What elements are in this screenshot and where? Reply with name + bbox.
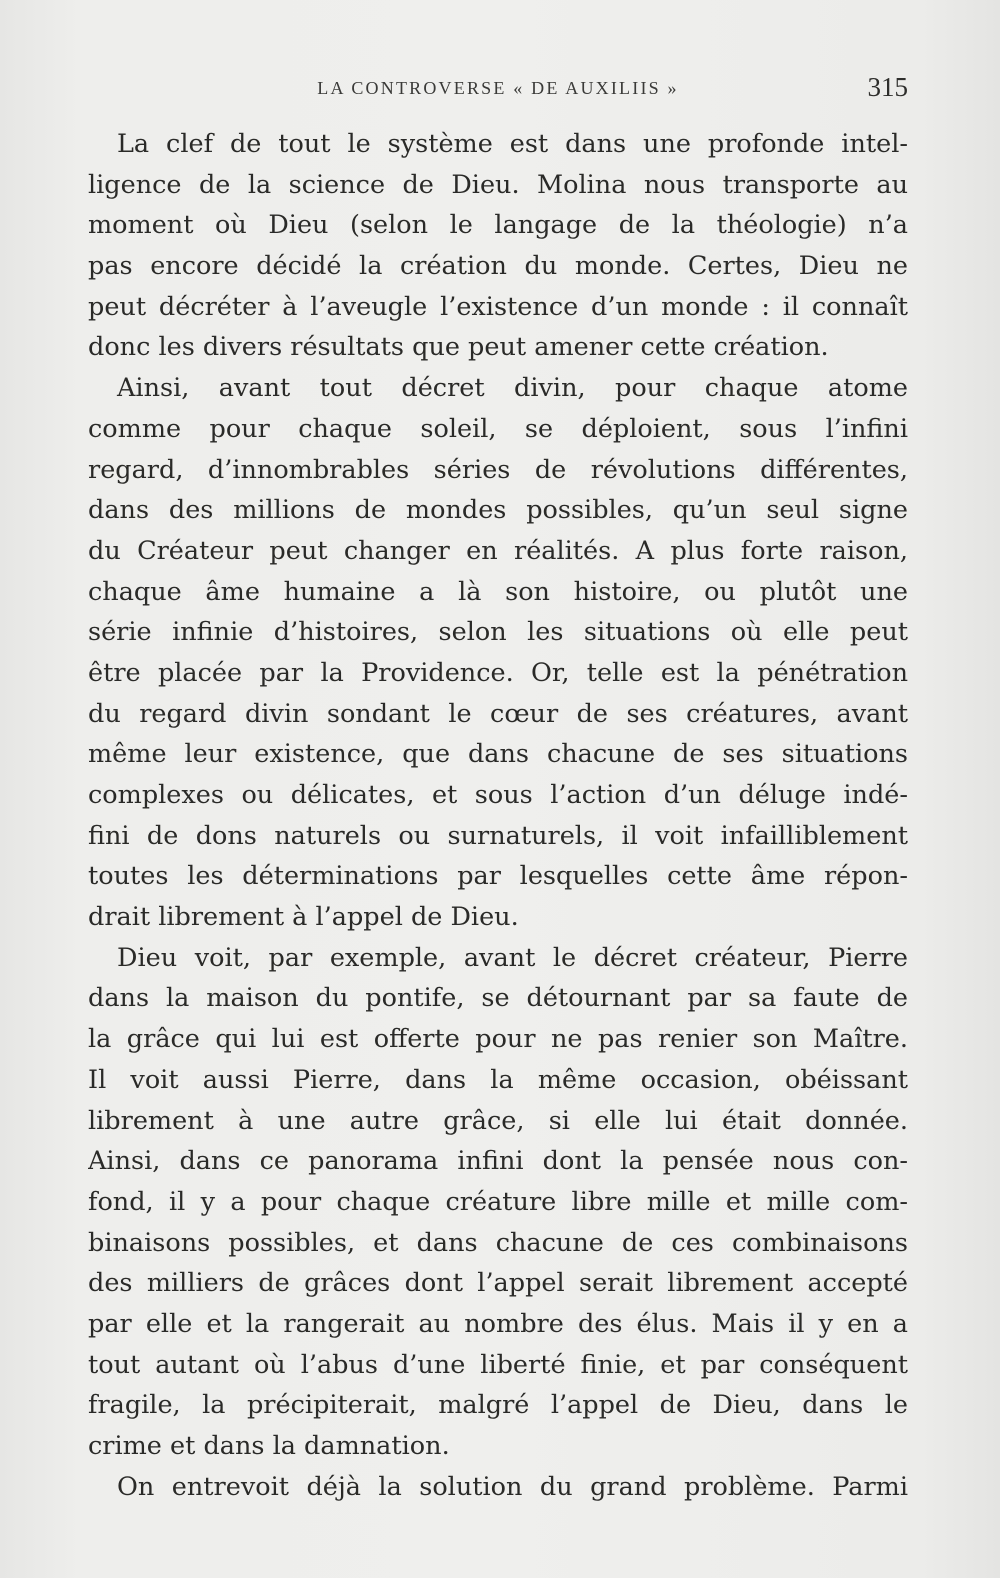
running-title: LA CONTROVERSE « DE AUXILIIS » <box>317 78 679 98</box>
text-line: tout autant où l’abus d’une liberté finie, et par conséquent <box>88 1349 908 1380</box>
text-line: donc les divers résultats que peut amener cette création. <box>88 332 829 363</box>
text-line: du Créateur peut changer en réalités. A plus forte raison, <box>88 535 908 566</box>
text-line: chaque âme humaine a là son histoire, ou plutôt une <box>88 576 908 607</box>
text-line: comme pour chaque soleil, se déploient, sous l’infini <box>88 413 908 444</box>
text-line: des milliers de grâces dont l’appel serait librement accepté <box>88 1268 908 1299</box>
text-line: peut décréter à l’aveugle l’existence d’un monde : il connaît <box>88 291 908 322</box>
text-line: binaisons possibles, et dans chacune de ces combinaisons <box>88 1227 908 1258</box>
text-line: crime et dans la damnation. <box>88 1431 450 1461</box>
page-number: 315 <box>867 72 908 102</box>
text-line: La clef de tout le système est dans une profonde intel- <box>117 129 908 159</box>
text-line: moment où Dieu (selon le langage de la théologie) n’a <box>88 210 908 241</box>
body-text <box>88 124 908 1507</box>
text-line: série infinie d’histoires, selon les situations où elle peut <box>88 617 908 648</box>
text-line: dans la maison du pontife, se détournant par sa faute de <box>88 983 908 1014</box>
text-line: pas encore décidé la création du monde. Certes, Dieu ne <box>88 251 908 282</box>
text-line: fond, il y a pour chaque créature libre mille et mille com- <box>88 1186 908 1217</box>
page-header <box>88 74 908 108</box>
text-line: Il voit aussi Pierre, dans la même occasion, obéissant <box>88 1064 908 1095</box>
text-line: dans des millions de mondes possibles, qu’un seul signe <box>88 495 908 526</box>
text-line: complexes ou délicates, et sous l’action d’un déluge indé- <box>88 780 908 810</box>
text-line: par elle et la rangerait au nombre des élus. Mais il y en a <box>88 1308 908 1339</box>
text-line: Ainsi, dans ce panorama infini dont la pensée nous con- <box>88 1146 908 1177</box>
text-line: regard, d’innombrables séries de révolutions différentes, <box>88 454 908 485</box>
text-line: toutes les déterminations par lesquelles cette âme répon- <box>88 861 908 892</box>
text-line: On entrevoit déjà la solution du grand problème. Parmi <box>117 1471 908 1502</box>
text-line: la grâce qui lui est offerte pour ne pas renier son Maître. <box>88 1024 908 1055</box>
text-line: Dieu voit, par exemple, avant le décret créateur, Pierre <box>117 942 908 973</box>
text-line: du regard divin sondant le cœur de ses créatures, avant <box>88 698 908 729</box>
text-line: fragile, la précipiterait, malgré l’appel de Dieu, dans le <box>88 1390 908 1421</box>
text-line: ligence de la science de Dieu. Molina nous transporte au <box>88 169 908 200</box>
text-line: être placée par la Providence. Or, telle est la pénétration <box>88 657 908 688</box>
text-line: librement à une autre grâce, si elle lui était donnée. <box>88 1105 908 1136</box>
text-line: fini de dons naturels ou surnaturels, il voit infailliblement <box>88 820 908 851</box>
text-line: même leur existence, que dans chacune de ses situations <box>88 739 908 770</box>
text-line: drait librement à l’appel de Dieu. <box>88 902 519 933</box>
text-line: Ainsi, avant tout décret divin, pour chaque atome <box>117 373 908 404</box>
